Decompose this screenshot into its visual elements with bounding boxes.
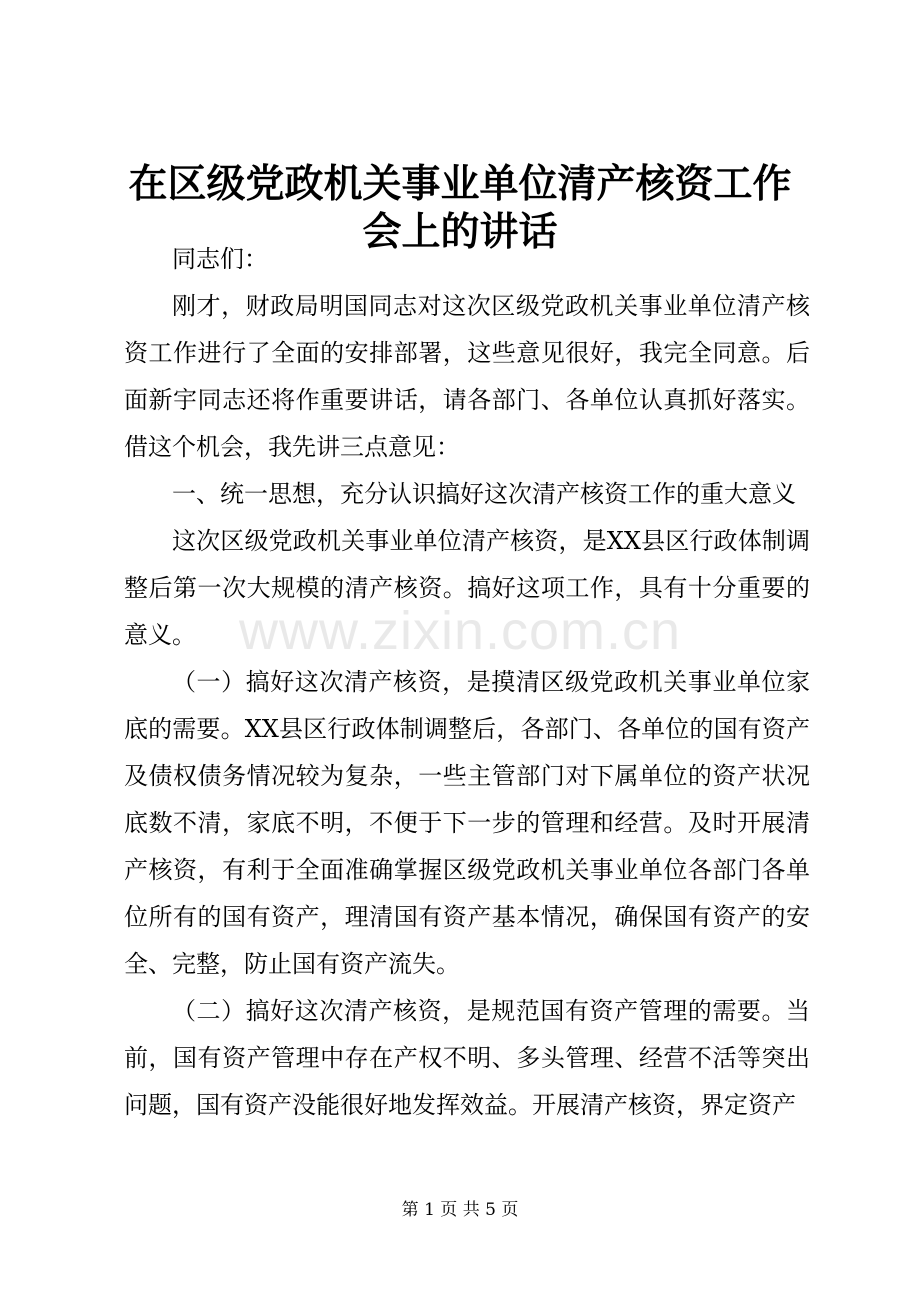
document-body	[124, 236, 810, 1129]
page-footer: 第 1 页 共 5 页	[401, 1200, 519, 1220]
body-paragraph: 这次区级党政机关事业单位清产核资，是XX县区行政体制调整后第一次大规模的清产核资。搞好这项工作，具有十分重要的意义。	[124, 527, 810, 649]
body-paragraph: （一）搞好这次清产核资，是摸清区级党政机关事业单位家底的需要。XX县区行政体制调整后，各部门、各单位的国有资产及债权债务情况较为复杂，一些主管部门对下属单位的资产状况底数不清，家底不明，不便于下一步的管理和经营。及时开展清产核资，有利于全面准确掌握区级党政机关事业单位各部门各单位所有的国有资产，理清国有资产基本情况，确保国有资产的安全、完整，防止国有资产流失。	[124, 668, 810, 978]
body-paragraph: （二）搞好这次清产核资，是规范国有资产管理的需要。当前，国有资产管理中存在产权不明、多头管理、经营不活等突出问题，国有资产没能很好地发挥效益。开展清产核资，界定资产	[124, 997, 810, 1119]
salutation-paragraph: 同志们：	[172, 245, 268, 273]
document-title: 在区级党政机关事业单位清产核资工作会上的讲话	[128, 161, 792, 255]
watermark-text: www.zixin.com.cn	[238, 601, 682, 661]
section-heading: 一、统一思想，充分认识搞好这次清产核资工作的重大意义	[172, 480, 796, 508]
intro-paragraph: 刚才，财政局明国同志对这次区级党政机关事业单位清产核资工作进行了全面的安排部署，这些意见很好，我完全同意。后面新宇同志还将作重要讲话，请各部门、各单位认真抓好落实。借这个机会，我先讲三点意见：	[124, 292, 810, 461]
